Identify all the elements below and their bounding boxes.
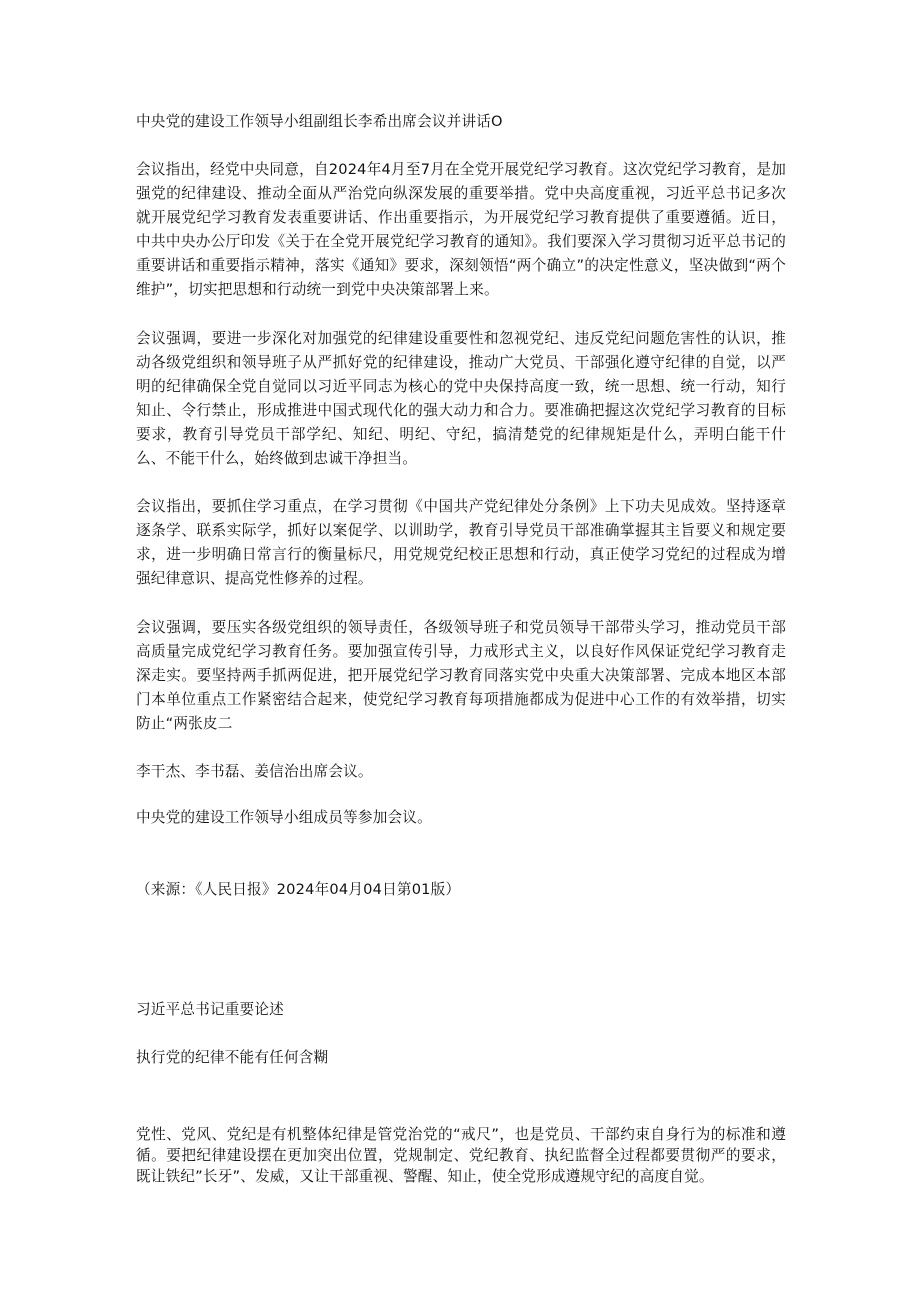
paragraph-3: 会议指出，要抓住学习重点，在学习贯彻《中国共产党纪律处分条例》上下功夫见成效。坚持逐章逐条学、联系实际学，抓好以案促学、以训助学，教育引导党员干部准确掌握其主旨要义和规定要求，进一步明确日常言行的衡量标尺，用党规党纪校正思想和行动，真正使学习党纪的过程成为增强纪律意识、提高党性修养的过程。 (136, 498, 786, 587)
article-title: 中央党的建设工作领导小组副组长李希出席会议并讲话O (136, 113, 503, 130)
section-paragraph: 党性、党风、党纪是有机整体纪律是管党治党的“戒尺”，也是党员、干部约束自身行为的标准和遵循。要把纪律建设摆在更加突出位置，党规制定、党纪教育、执纪监督全过程都要贯彻严的要求，既让铁纪”长牙”、发威，又让干部重视、警醒、知止，使全党形成遵规守纪的高度自觉。 (136, 1126, 786, 1185)
paragraph-2: 会议强调，要进一步深化对加强党的纪律建设重要性和忽视党纪、违反党纪问题危害性的认识，推动各级党组织和领导班子从严抓好党的纪律建设，推动广大党员、干部强化遵守纪律的自觉，以严明的纪律确保全党自觉同以习近平同志为核心的党中央保持高度一致，统一思想、统一行动，知行知止、令行禁止，形成推进中国式现代化的强大动力和合力。要准确把握这次党纪学习教育的目标要求，教育引导党员干部学纪、知纪、明纪、守纪，搞清楚党的纪律规矩是什么，弄明白能干什么、不能干什么，始终做到忠诚干净担当。 (136, 330, 786, 467)
attendees-line: 李干杰、李书磊、姜信治出席会议。 (136, 763, 373, 780)
source-line: （来源：《人民日报》2024年04月04日第01版） (136, 881, 461, 898)
section-title: 习近平总书记重要论述 (136, 1001, 284, 1018)
paragraph-1: 会议指出，经党中央同意，自2024年4月至7月在全党开展党纪学习教育。这次党纪学习教育，是加强党的纪律建设、推动全面从严治党向纵深发展的重要举措。党中央高度重视，习近平总书记多次就开展党纪学习教育发表重要讲话、作出重要指示，为开展党纪学习教育提供了重要遵循。近日，中共中央办公厅印发《关于在全党开展党纪学习教育的通知》。我们要深入学习贯彻习近平总书记的重要讲话和重要指示精神，落实《通知》要求，深刻领悟“两个确立”的决定性意义，坚决做到“两个维护”，切实把思想和行动统一到党中央决策部署上来。 (136, 161, 786, 298)
section-heading: 执行党的纪律不能有任何含糊 (136, 1049, 329, 1066)
members-line: 中央党的建设工作领导小组成员等参加会议。 (136, 809, 432, 826)
paragraph-4: 会议强调，要压实各级党组织的领导责任，各级领导班子和党员领导干部带头学习，推动党员干部高质量完成党纪学习教育任务。要加强宣传引导，力戒形式主义，以良好作风保证党纪学习教育走深走实。要坚持两手抓两促进，把开展党纪学习教育同落实党中央重大决策部署、完成本地区本部门本单位重点工作紧密结合起来，使党纪学习教育每项措施都成为促进中心工作的有效举措，切实防止“两张皮二 (136, 619, 786, 732)
